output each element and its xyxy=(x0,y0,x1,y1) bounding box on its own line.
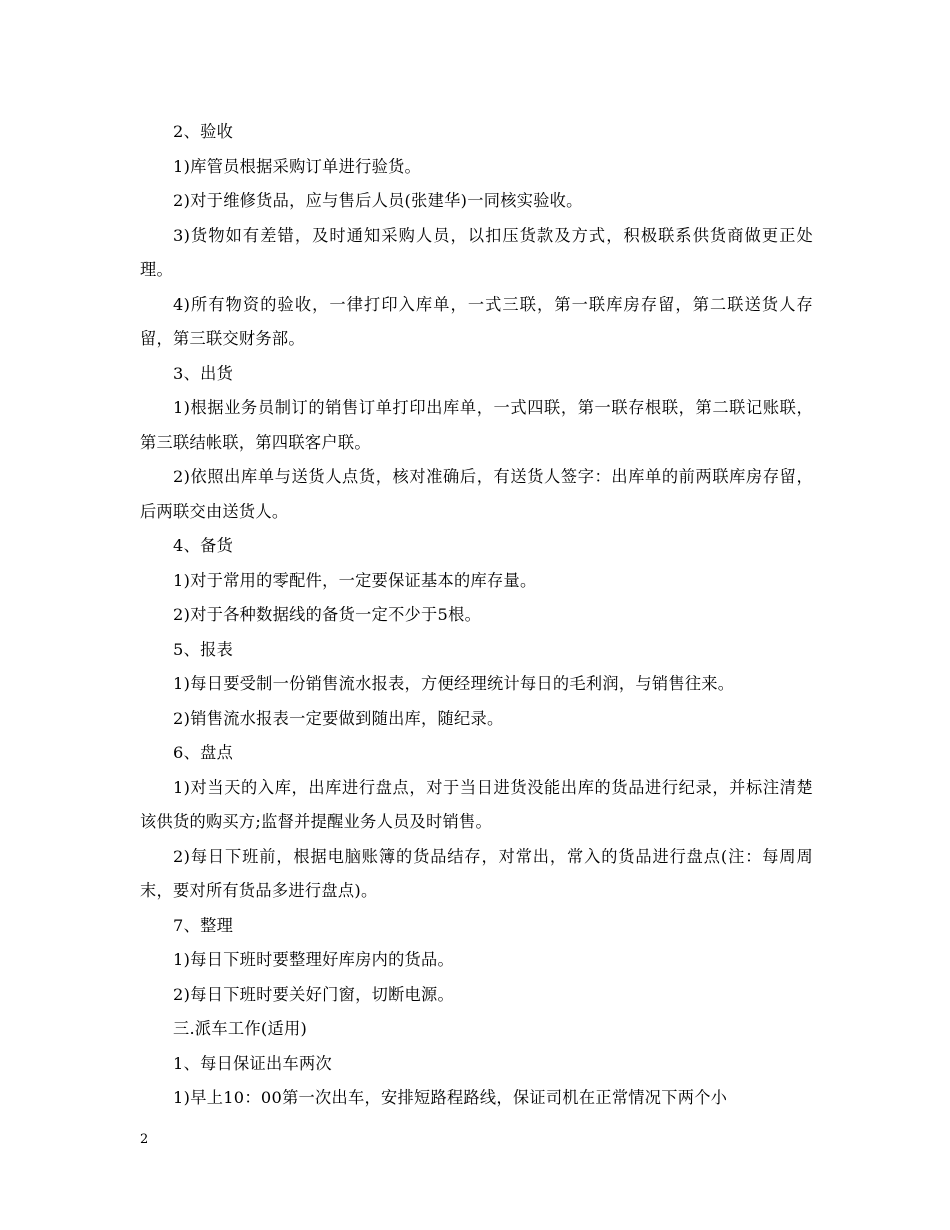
paragraph: 1)早上10：00第一次出车，安排短路程路线，保证司机在正常情况下两个小 xyxy=(173,1088,728,1107)
document-body xyxy=(140,115,813,1116)
page-number: 2 xyxy=(140,1132,149,1147)
heading-reports: 5、报表 xyxy=(173,639,234,659)
heading-inventory-count: 6、盘点 xyxy=(173,743,234,762)
paragraph: 2)销售流水报表一定要做到随出库，随纪录。 xyxy=(173,708,504,728)
paragraph: 1)库管员根据采购订单进行验货。 xyxy=(173,156,422,176)
heading-shipping: 3、出货 xyxy=(173,363,234,383)
paragraph: 2)每日下班前，根据电脑账簿的货品结存，对常出，常入的货品进行盘点(注：每周周末，要对所有货品多进行盘点)。 xyxy=(140,846,813,900)
paragraph: 3)货物如有差错，及时通知采购人员，以扣压货款及方式，积极联系供货商做更正处理。 xyxy=(140,225,813,279)
paragraph: 4)所有物资的验收，一律打印入库单，一式三联，第一联库房存留，第二联送货人存留，第三联交财务部。 xyxy=(140,294,813,348)
paragraph: 2)对于维修货品，应与售后人员(张建华)一同核实验收。 xyxy=(173,191,583,210)
paragraph: 1)根据业务员制订的销售订单打印出库单，一式四联，第一联存根联，第二联记账联，第三联结帐联，第四联客户联。 xyxy=(140,398,813,452)
paragraph: 2)对于各种数据线的备货一定不少于5根。 xyxy=(173,605,482,624)
heading-organizing: 7、整理 xyxy=(173,915,234,935)
paragraph: 1)每日要受制一份销售流水报表，方便经理统计每日的毛利润，与销售往来。 xyxy=(173,674,735,693)
heading-inspection: 2、验收 xyxy=(173,122,234,141)
subheading-dispatch-twice: 1、每日保证出车两次 xyxy=(173,1053,332,1073)
heading-stocking: 4、备货 xyxy=(173,536,234,555)
heading-dispatch: 三.派车工作(适用) xyxy=(173,1019,308,1038)
paragraph: 1)每日下班时要整理好库房内的货品。 xyxy=(173,950,455,969)
paragraph: 2)依照出库单与送货人点货，核对准确后，有送货人签字：出库单的前两联库房存留，后两联交由送货人。 xyxy=(140,467,813,521)
paragraph: 1)对于常用的零配件，一定要保证基本的库存量。 xyxy=(173,570,537,590)
paragraph: 2)每日下班时要关好门窗，切断电源。 xyxy=(173,984,455,1004)
paragraph: 1)对当天的入库，出库进行盘点，对于当日进货没能出库的货品进行纪录，并标注清楚该供货的购买方;监督并提醒业务人员及时销售。 xyxy=(140,777,813,831)
